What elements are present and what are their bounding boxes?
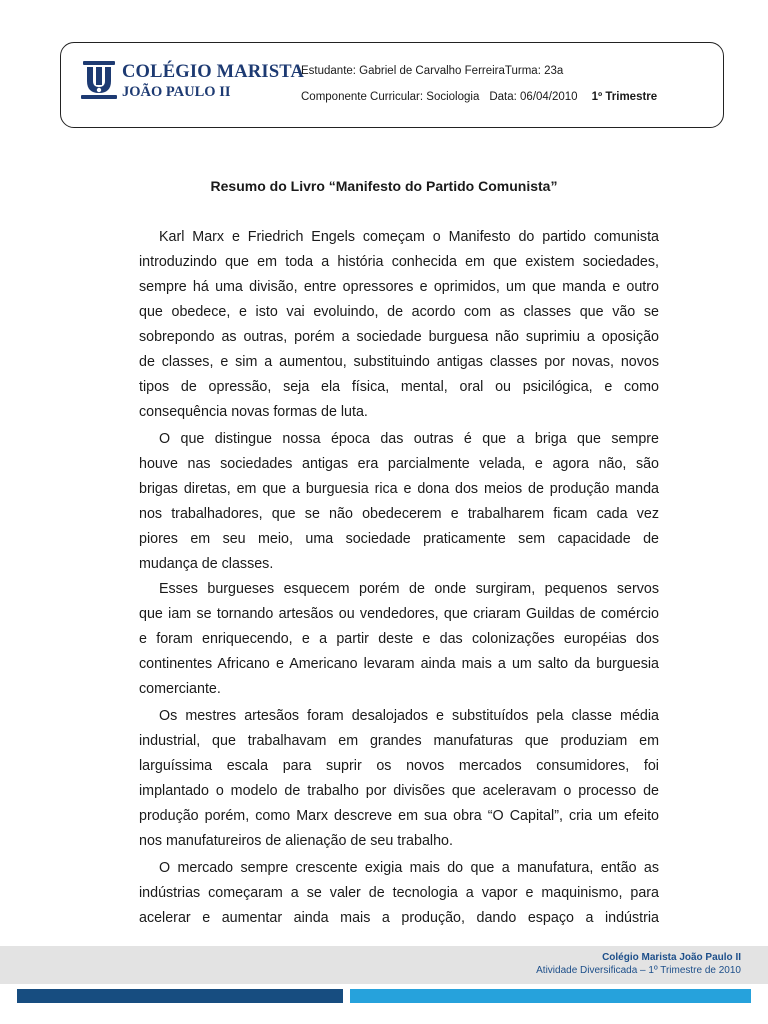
text-line: que obedece, e isto vai evoluindo, de acordo com as classes que vão se bbox=[139, 304, 659, 320]
student-line: Estudante: Gabriel de Carvalho FerreiraTurma: 23a bbox=[301, 65, 564, 77]
header-box bbox=[60, 42, 724, 128]
text-line: larguíssima escala para suprir os novos mercados consumidores, foi bbox=[139, 758, 659, 774]
logo-campus-name: JOÃO PAULO II bbox=[122, 84, 231, 100]
text-line: implantado o modelo de trabalho por divisões que aceleravam o processo de bbox=[139, 783, 659, 799]
text-line: indústrias começaram a se valer de tecnologia a vapor e maquinismo, para bbox=[139, 885, 659, 901]
text-line: de classes, e sim a aumentou, substituindo antigas classes por novas, novos bbox=[139, 354, 659, 370]
text-line: sobrepondo as outras, porém a sociedade burguesa não suprimiu a oposição bbox=[139, 329, 659, 345]
curricular-component: Componente Curricular: Sociologia bbox=[301, 91, 480, 103]
text-line: Esses burgueses esquecem porém de onde surgiram, pequenos servos bbox=[159, 581, 659, 597]
footer-activity: Atividade Diversificada – 1º Trimestre de 2010 bbox=[536, 965, 741, 976]
date-field: Data: 06/04/2010 bbox=[489, 91, 578, 103]
text-line: brigas diretas, em que a burguesia rica e dona dos meios de produção manda bbox=[139, 481, 659, 497]
text-line: Os mestres artesãos foram desalojados e substituídos pela classe média bbox=[159, 708, 659, 724]
text-line: tipos de opressão, seja ela física, mental, oral ou psicilógica, e como bbox=[139, 379, 659, 395]
footer-school-name: Colégio Marista João Paulo II bbox=[602, 952, 741, 963]
text-line: e foram enriquecendo, e a partir deste e das colonizações européias dos bbox=[139, 631, 659, 647]
term-label: 1º Trimestre bbox=[591, 91, 658, 103]
text-line: consequência novas formas de luta. bbox=[139, 404, 368, 420]
footer-bar-light bbox=[350, 989, 751, 1003]
text-line: Karl Marx e Friedrich Engels começam o Manifesto do partido comunista bbox=[159, 229, 659, 245]
text-line: comerciante. bbox=[139, 681, 221, 697]
text-line: que iam se tornando artesãos ou vendedores, que criaram Guildas de comércio bbox=[139, 606, 659, 622]
text-line: produção porém, como Marx descreve em sua obra “O Capital”, cria um efeito bbox=[139, 808, 659, 824]
logo-school-name: COLÉGIO MARISTA bbox=[122, 62, 305, 82]
text-line: piores em seu meio, uma sociedade praticamente sem capacidade de bbox=[139, 531, 659, 547]
text-line: O mercado sempre crescente exigia mais do que a manufatura, então as bbox=[159, 860, 659, 876]
text-line: houve nas sociedades antigas era parcialmente velada, e agora não, são bbox=[139, 456, 659, 472]
text-line: continentes Africano e Americano levaram ainda mais a um salto da burguesia bbox=[139, 656, 659, 672]
footer-bar-dark bbox=[17, 989, 343, 1003]
text-line: O que distingue nossa época das outras é que a briga que sempre bbox=[159, 431, 659, 447]
school-logo bbox=[79, 59, 305, 107]
text-line: introduzindo que em toda a história conhecida em que existem sociedades, bbox=[139, 254, 659, 270]
text-line: sempre há uma divisão, entre opressores e oprimidos, um que manda e outro bbox=[139, 279, 659, 295]
marist-crest-icon bbox=[79, 59, 119, 103]
text-line: nos trabalhadores, que se não obedecerem e trabalharem ficam cada vez bbox=[139, 506, 659, 522]
document-title: Resumo do Livro “Manifesto do Partido Comunista” bbox=[210, 178, 558, 194]
text-line: mudança de classes. bbox=[139, 556, 274, 572]
text-line: acelerar e aumentar ainda mais a produção, dando espaço a indústria bbox=[139, 910, 659, 926]
text-line: nos manufatureiros de alienação de seu trabalho. bbox=[139, 833, 453, 849]
header-info-row bbox=[301, 91, 657, 103]
text-line: industrial, que trabalhavam em grandes manufaturas que produziam em bbox=[139, 733, 659, 749]
